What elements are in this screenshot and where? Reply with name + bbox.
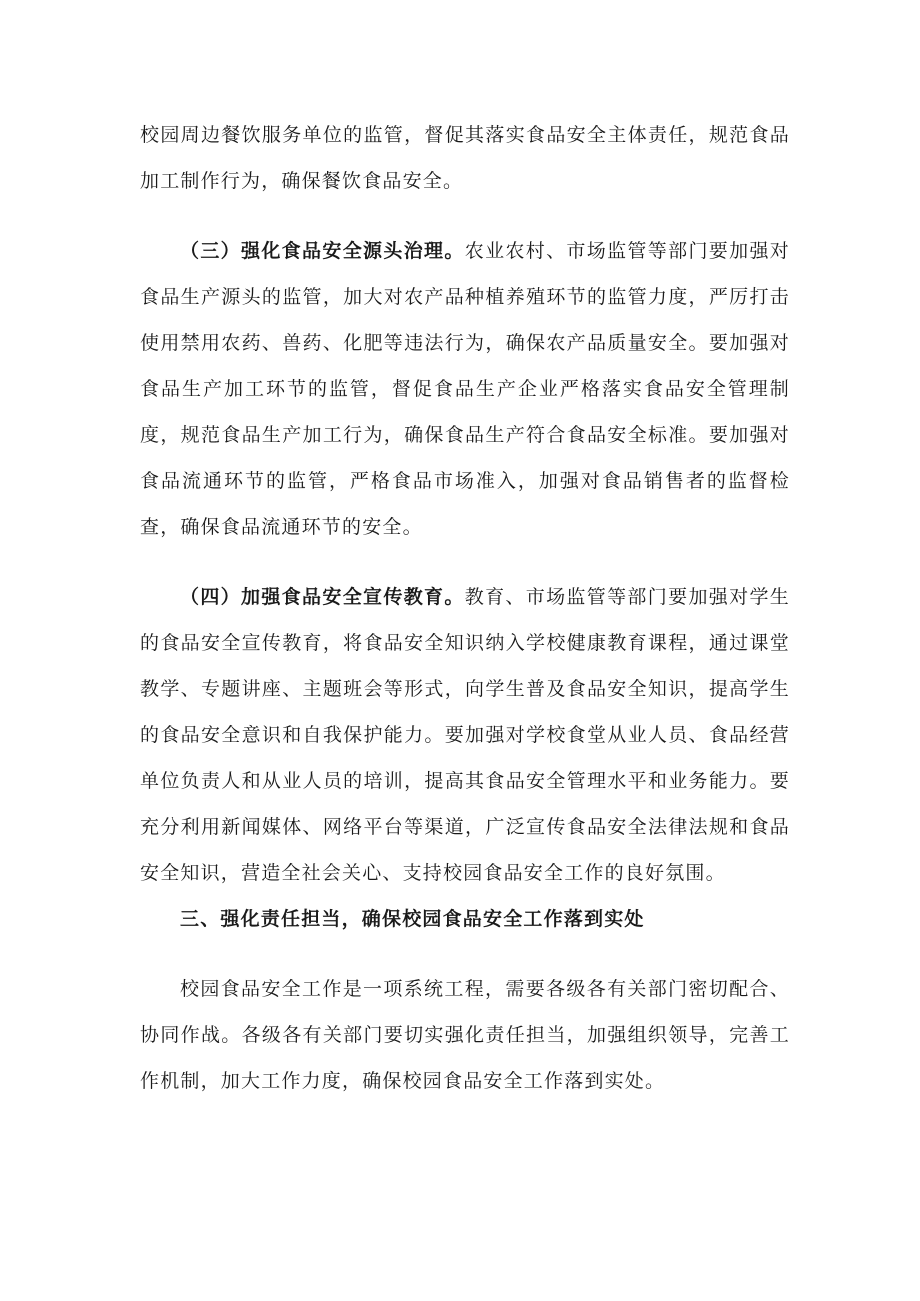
paragraph-text: 农业农村、市场监管等部门要加强对食品生产源头的监管，加大对农产品种植养殖环节的监管力度，严厉打击使用禁用农药、兽药、化肥等违法行为，确保农产品质量安全。要加强对食品生产加工环节的监管，督促食品生产企业严格落实食品安全管理制度，规范食品生产加工行为，确保食品生产符合食品安全标准。要加强对食品流通环节的监管，严格食品市场准入，加强对食品销售者的监督检查，确保食品流通环节的安全。 <box>140 240 790 538</box>
paragraph-continued <box>140 112 790 204</box>
paragraph-responsibility <box>140 966 790 1104</box>
paragraph-text: 教育、市场监管等部门要加强对学生的食品安全宣传教育，将食品安全知识纳入学校健康教育课程，通过课堂教学、专题讲座、主题班会等形式，向学生普及食品安全知识，提高学生的食品安全意识和自我保护能力。要加强对学校食堂从业人员、食品经营单位负责人和从业人员的培训，提高其食品安全管理水平和业务能力。要充分利用新闻媒体、网络平台等渠道，广泛宣传食品安全法律法规和食品安全知识，营造全社会关心、支持校园食品安全工作的良好氛围。 <box>140 586 790 884</box>
paragraph-text: 校园食品安全工作是一项系统工程，需要各级各有关部门密切配合、协同作战。各级各有关部门要切实强化责任担当，加强组织领导，完善工作机制，加大工作力度，确保校园食品安全工作落到实处。 <box>140 978 790 1092</box>
paragraph-source-control <box>140 228 790 550</box>
paragraph-text: 校园周边餐饮服务单位的监管，督促其落实食品安全主体责任，规范食品加工制作行为，确保餐饮食品安全。 <box>140 124 790 192</box>
paragraph-lead-heading: （三）强化食品安全源头治理。 <box>180 240 465 262</box>
section-heading: 三、强化责任担当，确保校园食品安全工作落到实处 <box>180 908 645 930</box>
paragraph-publicity-education <box>140 574 790 896</box>
paragraph-lead-heading: （四）加强食品安全宣传教育。 <box>180 586 465 608</box>
document-body <box>140 112 790 1104</box>
